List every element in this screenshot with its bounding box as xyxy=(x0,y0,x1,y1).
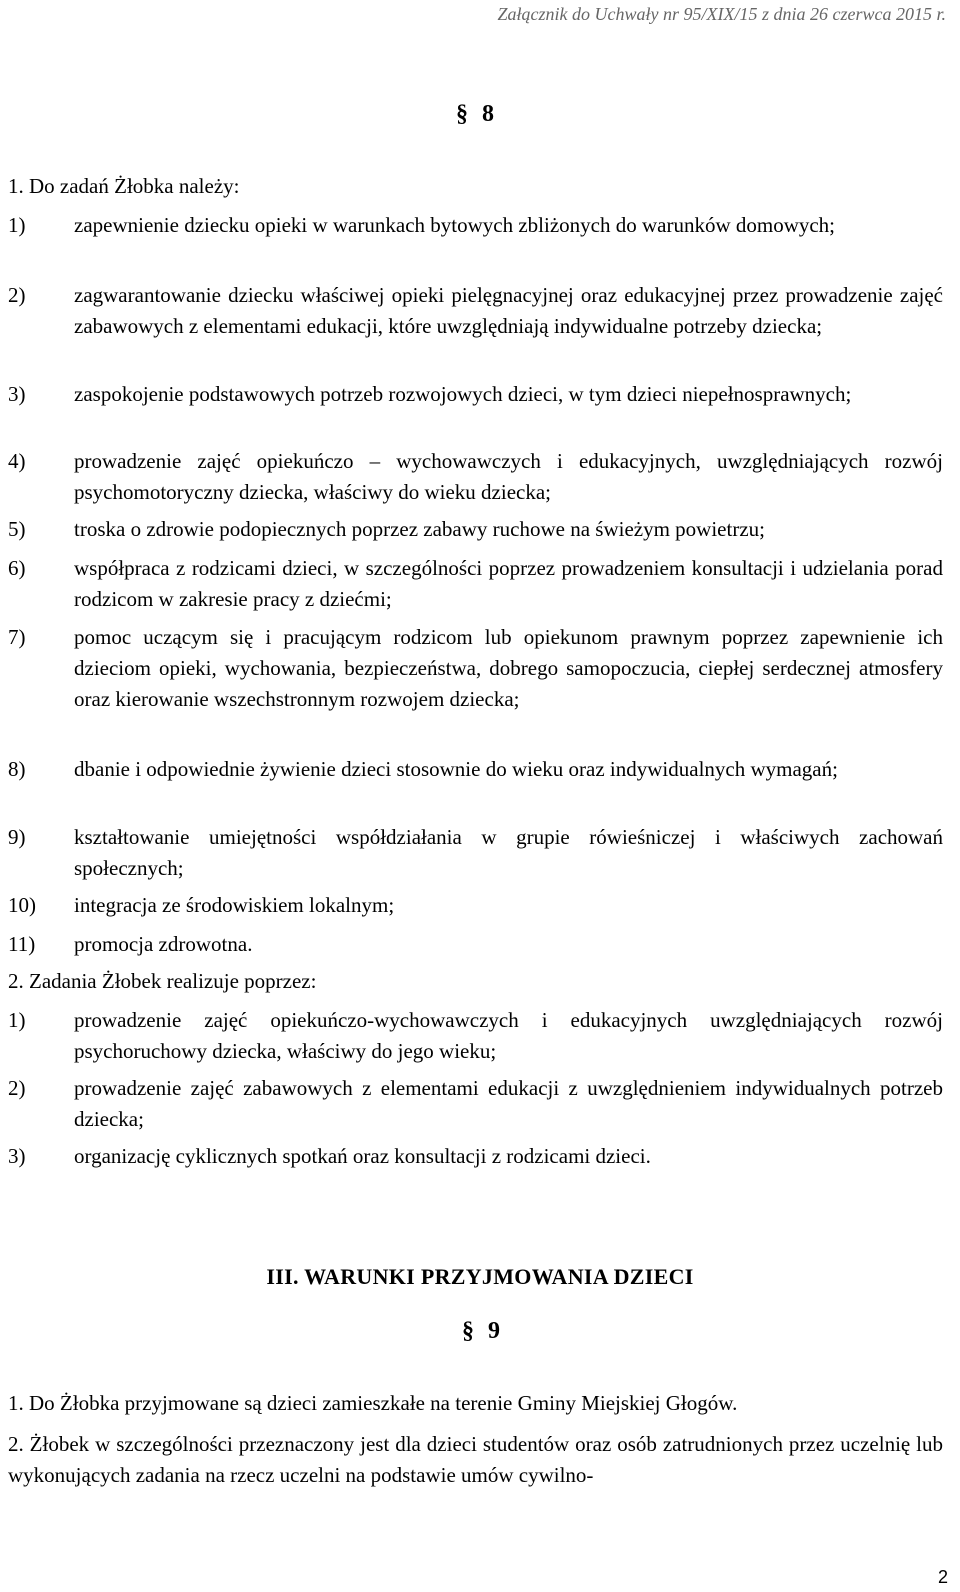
list-text: dbanie i odpowiednie żywienie dzieci stosownie do wieku oraz indywidualnych wymagań; xyxy=(74,757,838,781)
list-number: 2) xyxy=(8,1076,26,1100)
paragraph-text: 2. Żłobek w szczególności przeznaczony jest dla dzieci studentów oraz osób zatrudnionych przez uczelnię lub wykonujących zadania na rzecz uczelni na podstawie umów cywilno- xyxy=(8,1432,943,1487)
list-text: prowadzenie zajęć opiekuńczo-wychowawczych i edukacyjnych uwzględniających rozwój psychoruchowy dziecka, właściwy do jego wieku; xyxy=(74,1008,943,1063)
list-text: troska o zdrowie podopiecznych poprzez zabawy ruchowe na świeżym powietrzu; xyxy=(74,517,765,541)
section-symbol: § xyxy=(462,1318,474,1344)
list-text: integracja ze środowiskiem lokalnym; xyxy=(74,893,395,917)
list-number: 7) xyxy=(8,625,26,649)
list-number: 1) xyxy=(8,213,26,237)
list-text: kształtowanie umiejętności współdziałania w grupie rówieśniczej i właściwych zachowań społecznych; xyxy=(74,825,943,880)
paragraph-intro: 1. Do zadań Żłobka należy: xyxy=(8,174,240,198)
list-text: prowadzenie zajęć zabawowych z elementami edukacji z uwzględnieniem indywidualnych potrzeb dziecka; xyxy=(74,1076,943,1131)
list-item xyxy=(8,210,943,241)
section-heading xyxy=(456,102,494,126)
list-item xyxy=(8,280,943,342)
list-item xyxy=(8,379,943,410)
list-text: pomoc uczącym się i pracującym rodzicom lub opiekunom prawnym poprzez zapewnienie ich dzieciom opieki, wychowania, bezpieczeństwa, dobrego samopoczucia, ciepłej serdecznej atmosfery oraz kierowanie wszechstronnym rozwojem dziecka; xyxy=(74,625,943,711)
page-number: 2 xyxy=(937,1567,948,1587)
list-text: zapewnienie dziecku opieki w warunkach bytowych zbliżonych do warunków domowych; xyxy=(74,213,836,237)
list-text: organizację cyklicznych spotkań oraz konsultacji z rodzicami dzieci. xyxy=(74,1144,651,1168)
list-text: zaspokojenie podstawowych potrzeb rozwojowych dzieci, w tym dzieci niepełnosprawnych; xyxy=(74,382,852,406)
list-number: 11) xyxy=(8,932,36,956)
list-number: 1) xyxy=(8,1008,26,1032)
section-heading xyxy=(462,1319,500,1343)
list-text: współpraca z rodzicami dzieci, w szczególności poprzez prowadzeniem konsultacji i udzielania porad rodzicom w zakresie pracy z dziećmi; xyxy=(74,556,943,611)
list-text: zagwarantowanie dziecku właściwej opieki pielęgnacyjnej oraz edukacyjnej przez prowadzenie zajęć zabawowych z elementami edukacji, które uwzględniają indywidualne potrzeby dziecka; xyxy=(74,283,943,338)
list-number: 4) xyxy=(8,449,26,473)
section-number: 8 xyxy=(482,101,494,127)
list-item xyxy=(8,822,943,884)
list-item xyxy=(8,622,943,715)
list-item xyxy=(8,553,943,615)
list-text: prowadzenie zajęć opiekuńczo – wychowawczych i edukacyjnych, uwzględniających rozwój psychomotoryczny dziecka, właściwy do wieku dziecka; xyxy=(74,449,943,504)
chapter-heading: III. WARUNKI PRZYJMOWANIA DZIECI xyxy=(266,1264,694,1289)
list-item xyxy=(8,514,943,545)
list-number: 6) xyxy=(8,556,26,580)
list-item xyxy=(8,754,943,785)
list-number: 8) xyxy=(8,757,26,781)
list-item xyxy=(8,890,943,921)
section-symbol: § xyxy=(456,101,468,127)
list-number: 3) xyxy=(8,382,26,406)
list-number: 10) xyxy=(8,893,36,917)
section-number: 9 xyxy=(488,1318,500,1344)
page-header: Załącznik do Uchwały nr 95/XIX/15 z dnia 26 czerwca 2015 r. xyxy=(497,4,946,24)
list-item xyxy=(8,1141,943,1172)
list-item xyxy=(8,929,943,960)
list-item xyxy=(8,446,943,508)
list-number: 5) xyxy=(8,517,26,541)
list-item xyxy=(8,1005,943,1067)
list-number: 9) xyxy=(8,825,26,849)
list-item xyxy=(8,1073,943,1135)
list-text: promocja zdrowotna. xyxy=(74,932,253,956)
paragraph-text: 1. Do Żłobka przyjmowane są dzieci zamieszkałe na terenie Gminy Miejskiej Głogów. xyxy=(8,1391,738,1415)
list-number: 3) xyxy=(8,1144,26,1168)
paragraph-intro: 2. Zadania Żłobek realizuje poprzez: xyxy=(8,969,317,993)
list-number: 2) xyxy=(8,283,26,307)
